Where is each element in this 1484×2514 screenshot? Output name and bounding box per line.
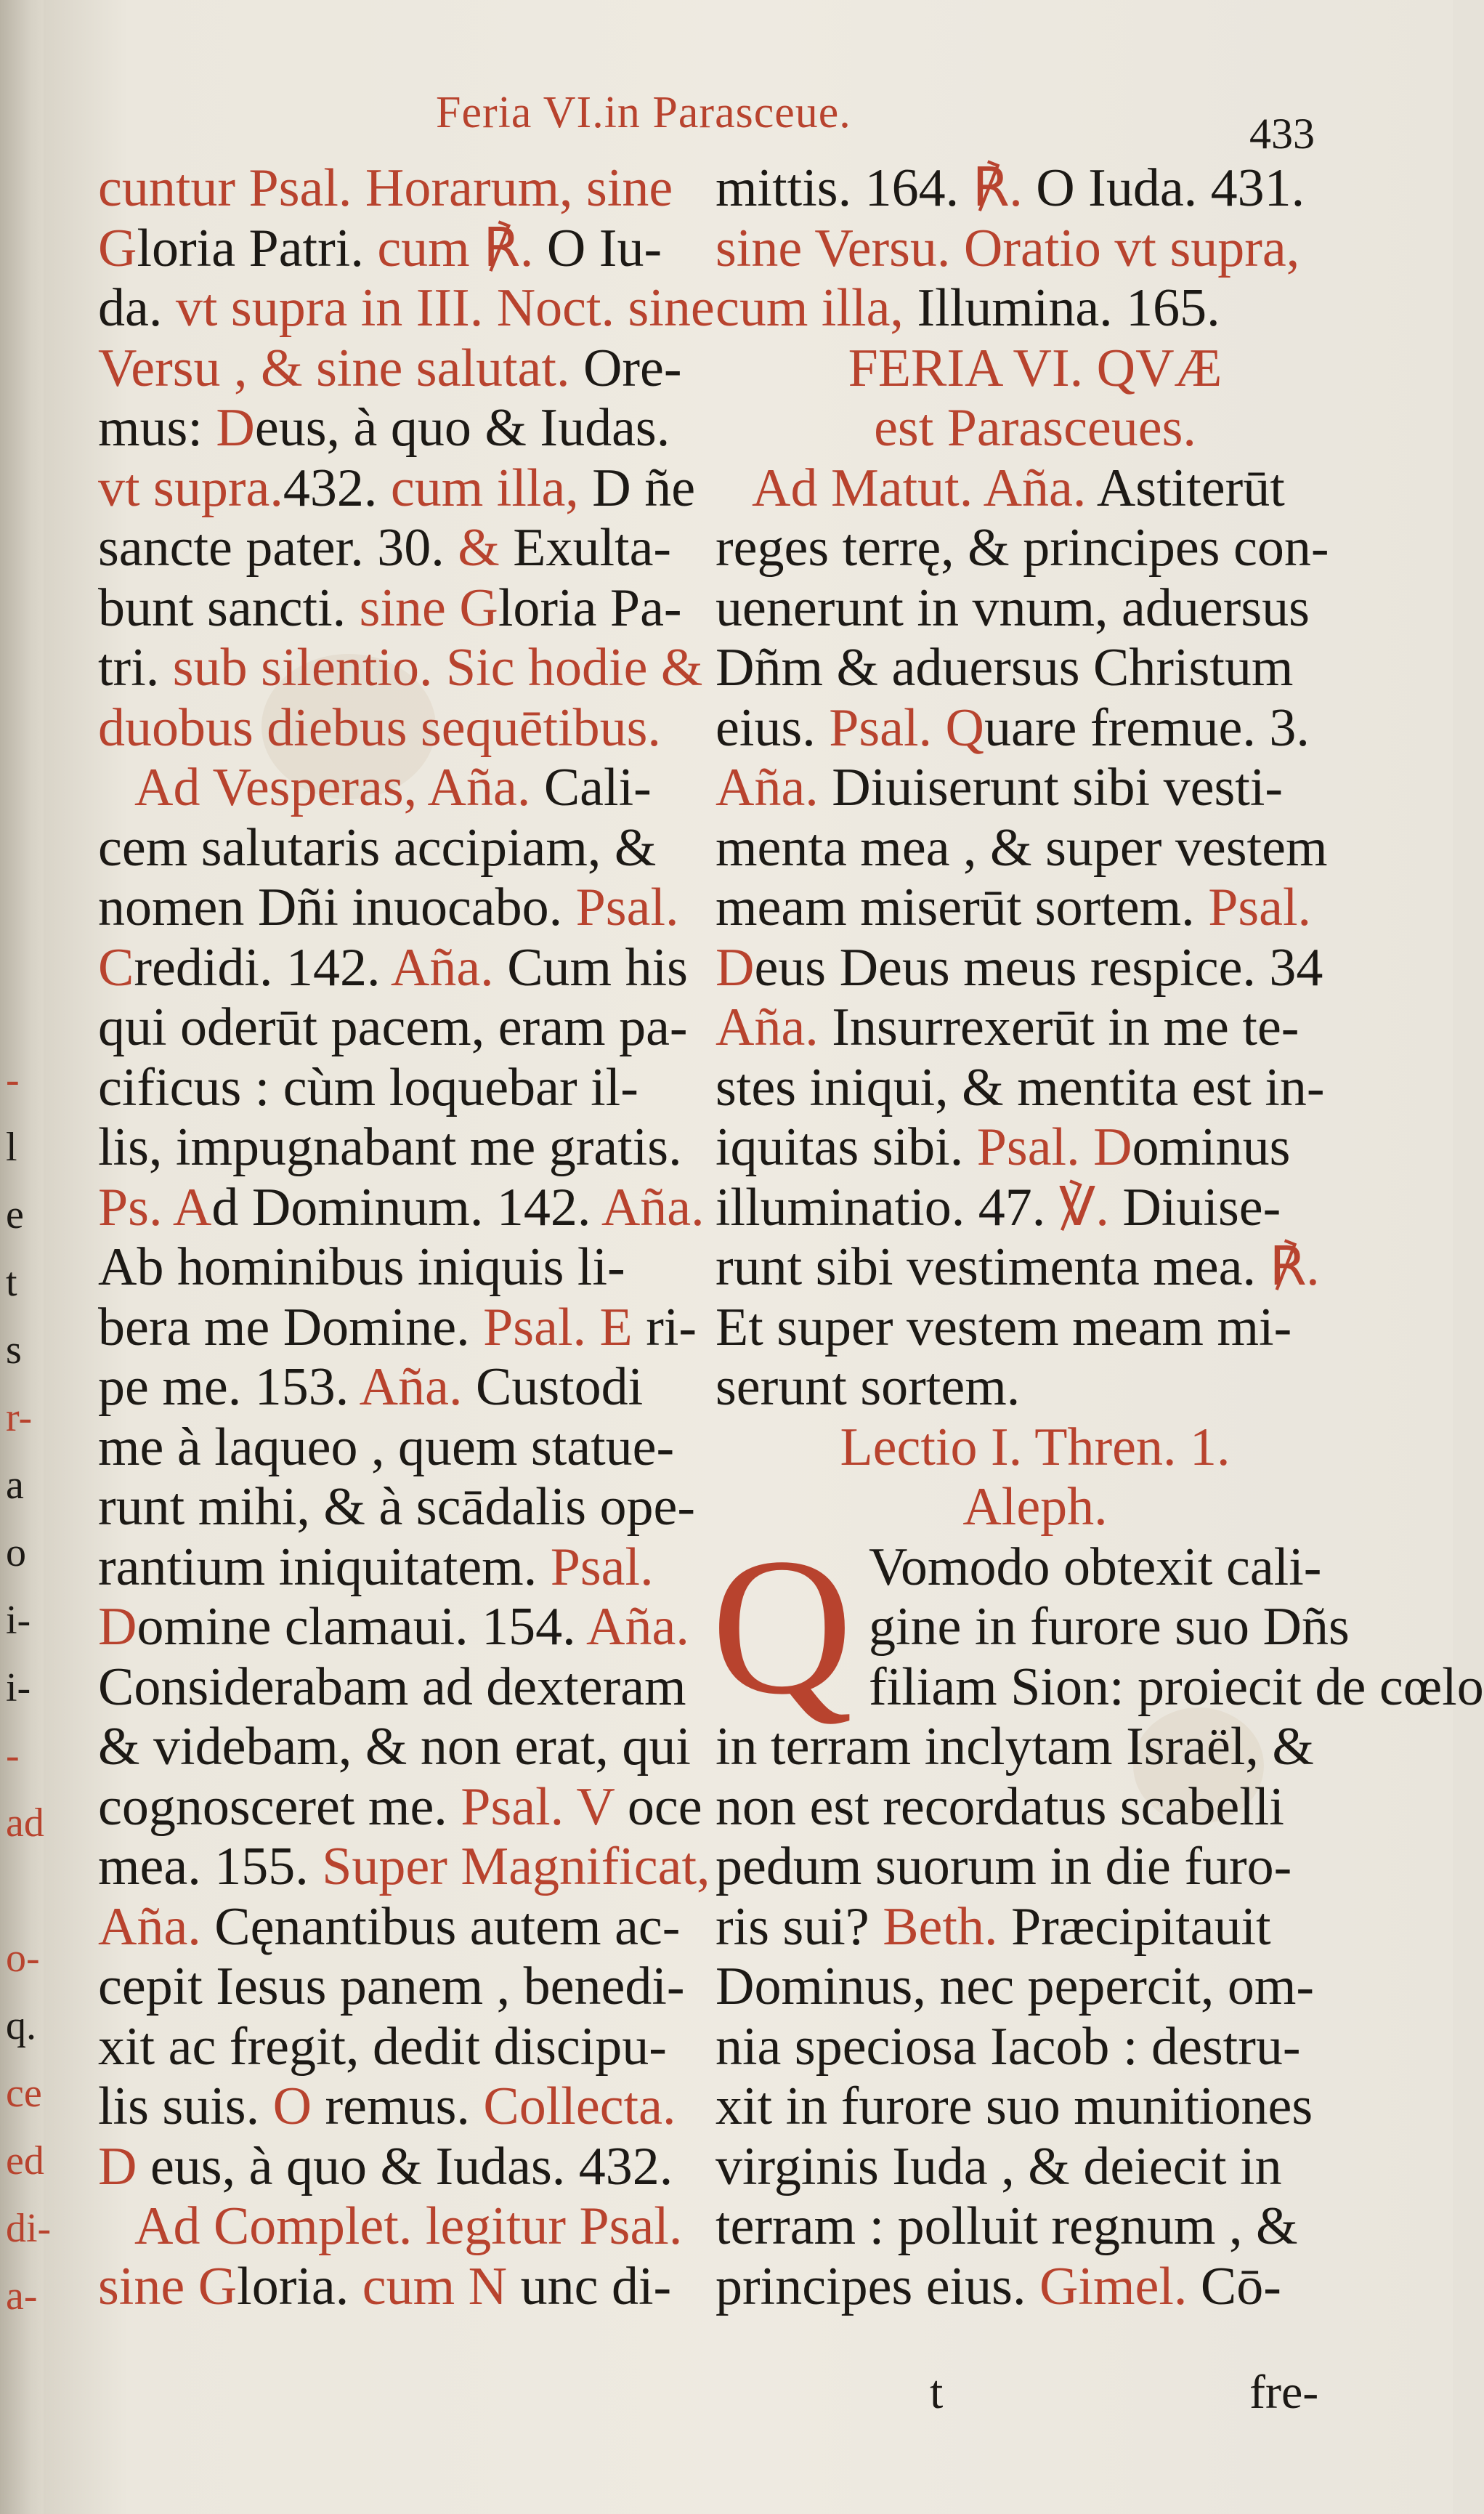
text-line xyxy=(98,1717,701,1777)
text-line xyxy=(98,1117,701,1178)
text-line xyxy=(98,1058,701,1118)
body-text: runt mihi, & à scādalis ope- xyxy=(98,1477,696,1537)
body-text: ominus xyxy=(1132,1117,1291,1177)
text-line xyxy=(98,398,701,458)
adjacent-page-margin xyxy=(6,1046,57,2330)
rubric-text: Aña. xyxy=(390,937,508,998)
body-text: pedum suorum in die furo- xyxy=(715,1837,1292,1896)
text-line xyxy=(98,1177,705,1238)
office-text xyxy=(715,158,1355,1537)
text-line xyxy=(715,518,1355,578)
margin-fragment: - xyxy=(6,1057,20,1102)
rubric-text: FERIA VI. QVÆ xyxy=(848,338,1223,398)
body-text: eus, à quo & Iudas. 432. xyxy=(137,2136,673,2196)
body-text: Et super vestem meam mi- xyxy=(715,1297,1292,1357)
rubric-text: G xyxy=(98,218,137,278)
text-line xyxy=(715,1117,1355,1178)
text-line xyxy=(715,158,1355,219)
body-text: & videbam, & non erat, qui xyxy=(98,1717,691,1777)
body-text: illuminatio. 47. xyxy=(715,1177,1059,1237)
rubric-text: Gimel. xyxy=(1039,2256,1201,2316)
body-text: xit ac fregit, dedit discipu- xyxy=(98,2016,667,2077)
margin-fragment: o xyxy=(6,1530,26,1575)
body-text: uenerunt in vnum, aduersus xyxy=(715,578,1310,638)
body-text: Dominus, nec pepercit, om- xyxy=(715,1957,1315,2016)
rubric-text: D xyxy=(98,2136,137,2196)
rubric-text: cum N xyxy=(362,2256,508,2316)
rubric-text: cuntur Psal. Horarum, sine xyxy=(98,158,673,218)
rubric-text: Ad Matut. Aña. xyxy=(752,458,1097,518)
text-line xyxy=(715,1058,1355,1118)
body-text: gine in furore suo Dñs xyxy=(869,1597,1350,1657)
margin-fragment: s xyxy=(6,1327,22,1373)
text-line xyxy=(98,1897,701,1957)
rubric-text: Psal. xyxy=(575,878,679,937)
body-text: stes iniqui, & mentita est in- xyxy=(715,1057,1325,1117)
text-line xyxy=(715,638,1355,698)
text-line xyxy=(98,1837,710,1897)
body-text: Cum his xyxy=(507,937,688,998)
text-line xyxy=(715,578,1355,639)
body-text: Cali- xyxy=(543,758,652,817)
rubric-text: sine G xyxy=(98,2256,238,2316)
body-text: Cęnantibus autem ac- xyxy=(214,1896,681,1957)
body-text: qui oderūt pacem, eram pa- xyxy=(98,998,688,1057)
body-text: eius. xyxy=(715,698,830,758)
rubric-text: D xyxy=(98,1597,137,1657)
text-line xyxy=(715,2077,1355,2137)
body-text: Diuise- xyxy=(1122,1177,1281,1237)
body-text: reges terrę, & principes con- xyxy=(715,518,1329,578)
text-line xyxy=(98,1357,701,1418)
body-text: oce xyxy=(614,1777,702,1837)
body-text: rantium iniquitatem. xyxy=(98,1537,551,1597)
text-line xyxy=(715,698,1355,759)
body-text: tri. xyxy=(98,638,173,698)
text-line xyxy=(98,938,701,998)
text-line xyxy=(98,339,701,399)
body-text: menta mea , & super vestem xyxy=(715,817,1328,878)
body-text: runt sibi vestimenta mea. xyxy=(715,1237,1270,1297)
margin-fragment: q. xyxy=(6,2003,36,2048)
body-text: xit in furore suo munitiones xyxy=(715,2077,1313,2136)
text-line xyxy=(715,2257,1355,2317)
signature-mark: t xyxy=(930,2366,944,2419)
body-text: Considerabam ad dexteram xyxy=(98,1657,686,1717)
margin-fragment: e xyxy=(6,1192,24,1237)
text-line xyxy=(715,818,1355,878)
rubric-text: Collecta. xyxy=(483,2077,676,2136)
text-line xyxy=(715,878,1355,938)
rubric-text: Ps. A xyxy=(98,1177,212,1237)
body-text: filiam Sion: proiecit de cœlo xyxy=(869,1657,1484,1717)
text-line xyxy=(715,938,1355,998)
body-text: Astiterūt xyxy=(1096,458,1285,518)
rubric-text: C xyxy=(98,937,134,998)
body-text: nia speciosa Iacob : destru- xyxy=(715,2016,1301,2077)
body-text: cem salutaris accipiam, & xyxy=(98,817,657,878)
body-text: in terram inclytam Israël, & xyxy=(715,1717,1314,1777)
margin-fragment: i- xyxy=(6,1598,31,1643)
body-text: eus Deus meus respice. 34 xyxy=(754,937,1323,998)
text-line xyxy=(98,1597,701,1657)
body-text: Præcipitauit xyxy=(1010,1896,1271,1957)
body-text: Insurrexerūt in me te- xyxy=(832,998,1299,1057)
body-text: meam miserūt sortem. xyxy=(715,878,1209,937)
body-text: loria. xyxy=(237,2256,362,2316)
text-line xyxy=(715,278,1355,339)
text-line xyxy=(715,1298,1355,1358)
drop-initial: Q xyxy=(711,1517,853,1735)
body-text: Illumina. 165. xyxy=(917,278,1220,338)
body-text: eus, à quo & Iudas. xyxy=(254,398,670,458)
text-line xyxy=(715,758,1355,818)
body-text: virginis Iuda , & deiecit in xyxy=(715,2136,1282,2196)
rubric-text: Psal. D xyxy=(976,1117,1132,1177)
margin-fragment: ce xyxy=(6,2071,42,2116)
text-line xyxy=(715,1237,1355,1298)
text-line xyxy=(98,2017,701,2077)
rubric-text: ℟. xyxy=(1269,1237,1320,1297)
text-line xyxy=(98,818,701,878)
body-text: sancte pater. 30. xyxy=(98,518,458,578)
margin-fragment xyxy=(6,1857,57,1925)
page-number: 433 xyxy=(1249,110,1315,158)
text-line xyxy=(715,2196,1355,2257)
body-text: lis, impugnabant me gratis. xyxy=(98,1117,682,1177)
text-line xyxy=(715,1957,1355,2017)
body-text: mus: xyxy=(98,398,216,458)
body-text: O Iuda. 431. xyxy=(1036,158,1305,218)
rubric-text: D xyxy=(216,398,255,458)
body-text: principes eius. xyxy=(715,2256,1039,2316)
body-text: bera me Domine. xyxy=(98,1297,484,1357)
body-text: cificus : cùm loquebar il- xyxy=(98,1057,638,1117)
rubric-text: Aña. xyxy=(715,758,832,817)
text-line xyxy=(98,1957,701,2017)
rubric-text: Psal. Q xyxy=(829,698,985,758)
text-line xyxy=(98,1237,701,1298)
body-text: redidi. 142. xyxy=(134,937,391,998)
body-text: Diuiserunt sibi vesti- xyxy=(832,758,1284,817)
text-line xyxy=(98,2257,701,2317)
body-text: Custodi xyxy=(475,1357,644,1417)
body-text: serunt sortem. xyxy=(715,1357,1021,1417)
rubric-text: duobus diebus sequētibus. xyxy=(98,698,661,758)
rubric-text: Psal. xyxy=(550,1537,654,1597)
rubric-text: sub silentio. Sic hodie & xyxy=(172,638,703,698)
body-text: mea. 155. xyxy=(98,1837,323,1896)
text-line xyxy=(715,2017,1355,2077)
text-line xyxy=(715,1418,1355,1478)
rubric-text: Psal. xyxy=(1208,878,1312,937)
text-line xyxy=(98,1298,701,1358)
rubric-text: Versu , & sine salutat. xyxy=(98,338,583,398)
margin-fragment: a- xyxy=(6,2273,38,2319)
lesson-block xyxy=(711,1517,1484,2317)
text-line xyxy=(715,998,1355,1058)
margin-fragment: l xyxy=(6,1125,17,1170)
body-text: 432. xyxy=(283,458,391,518)
text-line xyxy=(98,219,701,279)
body-text: D ñe xyxy=(592,458,696,518)
body-text: da. xyxy=(98,278,176,338)
body-text: lis suis. xyxy=(98,2077,273,2136)
text-line xyxy=(715,1777,1355,1838)
text-line xyxy=(98,1477,701,1537)
text-line xyxy=(98,1537,701,1598)
rubric-text: Aña. xyxy=(601,1177,705,1237)
body-text: cognosceret me. xyxy=(98,1777,461,1837)
right-column xyxy=(711,158,1484,2316)
rubric-text: cum illa, xyxy=(390,458,593,518)
body-text: d Dominum. 142. xyxy=(211,1177,601,1237)
text-line xyxy=(98,278,715,339)
rubric-text: D xyxy=(715,937,755,998)
body-text: Cō- xyxy=(1200,2256,1281,2316)
text-line xyxy=(98,2077,701,2137)
body-text: me à laqueo , quem statue- xyxy=(98,1417,675,1477)
rubric-text: Aña. xyxy=(715,998,832,1057)
body-text: unc di- xyxy=(507,2256,672,2316)
body-text: Ore- xyxy=(583,338,682,398)
rubric-text: Psal. E xyxy=(483,1297,633,1357)
body-text: bunt sancti. xyxy=(98,578,360,638)
text-line xyxy=(98,2196,701,2257)
body-text: Vomodo obtexit cali- xyxy=(869,1537,1322,1597)
text-line xyxy=(715,1717,1355,1777)
running-head: Feria VI.in Parasceue. xyxy=(436,88,851,137)
rubric-text: Beth. xyxy=(883,1896,1011,1957)
rubric-text: Aña. xyxy=(359,1357,476,1417)
text-line xyxy=(98,758,701,818)
body-text: Exulta- xyxy=(513,518,672,578)
text-line xyxy=(98,878,701,938)
text-line xyxy=(715,1357,1355,1418)
body-text: ris sui? xyxy=(715,1896,883,1957)
text-line xyxy=(715,458,1355,519)
catchword: fre- xyxy=(1249,2366,1319,2419)
rubric-text: vt supra in III. Noct. sine xyxy=(175,278,715,338)
rubric-text: Super Magnificat, xyxy=(322,1837,710,1896)
text-line xyxy=(98,1777,701,1838)
text-line xyxy=(98,1418,701,1478)
body-text: pe me. 153. xyxy=(98,1357,360,1417)
margin-fragment: ed xyxy=(6,2138,44,2183)
rubric-text: cum illa, xyxy=(715,278,917,338)
rubric-text: G xyxy=(459,578,498,638)
text-line xyxy=(98,158,701,219)
rubric-text: O xyxy=(272,2077,312,2136)
rubric-text: cum ℟. xyxy=(377,218,547,278)
text-line xyxy=(715,398,1355,458)
rubric-text: est Parasceues. xyxy=(874,398,1196,458)
text-line xyxy=(98,998,701,1058)
margin-fragment: r- xyxy=(6,1395,33,1440)
text-line xyxy=(715,1178,1355,1238)
body-text: loria Patri. xyxy=(137,218,378,278)
rubric-text: Aña. xyxy=(98,1896,215,1957)
margin-fragment: a xyxy=(6,1463,24,1508)
body-text: nomen Dñi inuocabo. xyxy=(98,878,576,937)
rubric-text: ℣. xyxy=(1058,1177,1123,1237)
margin-fragment: i- xyxy=(6,1665,31,1710)
text-line xyxy=(98,698,701,759)
body-text: ri- xyxy=(632,1297,697,1357)
text-line xyxy=(98,458,701,519)
body-text: cepit Iesus panem , benedi- xyxy=(98,1957,685,2016)
text-line xyxy=(98,578,701,639)
text-line xyxy=(715,339,1355,399)
text-line xyxy=(98,2137,701,2197)
left-column xyxy=(98,158,715,2316)
rubric-text: vt supra. xyxy=(98,458,283,518)
body-text: mittis. 164. xyxy=(715,158,973,218)
rubric-text: Aleph. xyxy=(962,1477,1108,1537)
margin-fragment: - xyxy=(6,1733,20,1778)
margin-fragment: o- xyxy=(6,1936,40,1981)
rubric-text: Lectio I. Thren. 1. xyxy=(840,1417,1230,1477)
body-text: non est recordatus scabelli xyxy=(715,1777,1284,1837)
rubric-text: sine Versu. Oratio vt supra, xyxy=(715,218,1300,278)
body-text: omine clamaui. 154. xyxy=(137,1597,587,1657)
text-line xyxy=(715,2137,1355,2197)
text-line xyxy=(98,1657,701,1718)
rubric-text: Aña. xyxy=(586,1597,689,1657)
text-line xyxy=(715,1897,1355,1957)
margin-fragment: di- xyxy=(6,2206,52,2251)
rubric-text: Ad Vesperas, Aña. xyxy=(134,758,544,817)
body-text: loria Pa- xyxy=(498,578,682,638)
body-text: uare fremue. 3. xyxy=(984,698,1310,758)
body-text: remus. xyxy=(312,2077,484,2136)
text-line xyxy=(98,638,701,698)
body-text: iquitas sibi. xyxy=(715,1117,977,1177)
body-text: O Iu- xyxy=(546,218,662,278)
text-line xyxy=(715,1837,1355,1897)
rubric-text: & xyxy=(458,518,514,578)
text-line xyxy=(715,219,1355,279)
body-text: Dñm & aduersus Christum xyxy=(715,638,1294,698)
body-text: Ab hominibus iniquis li- xyxy=(98,1237,625,1297)
rubric-text: ℟. xyxy=(972,158,1037,218)
rubric-text: Psal. V xyxy=(461,1777,615,1837)
rubric-text: Ad Complet. legitur Psal. xyxy=(134,2196,683,2256)
text-line xyxy=(98,518,701,578)
rubric-text: sine xyxy=(359,578,460,638)
margin-fragment: ad xyxy=(6,1800,44,1846)
body-text: terram : polluit regnum , & xyxy=(715,2196,1298,2256)
margin-fragment: t xyxy=(6,1260,17,1305)
